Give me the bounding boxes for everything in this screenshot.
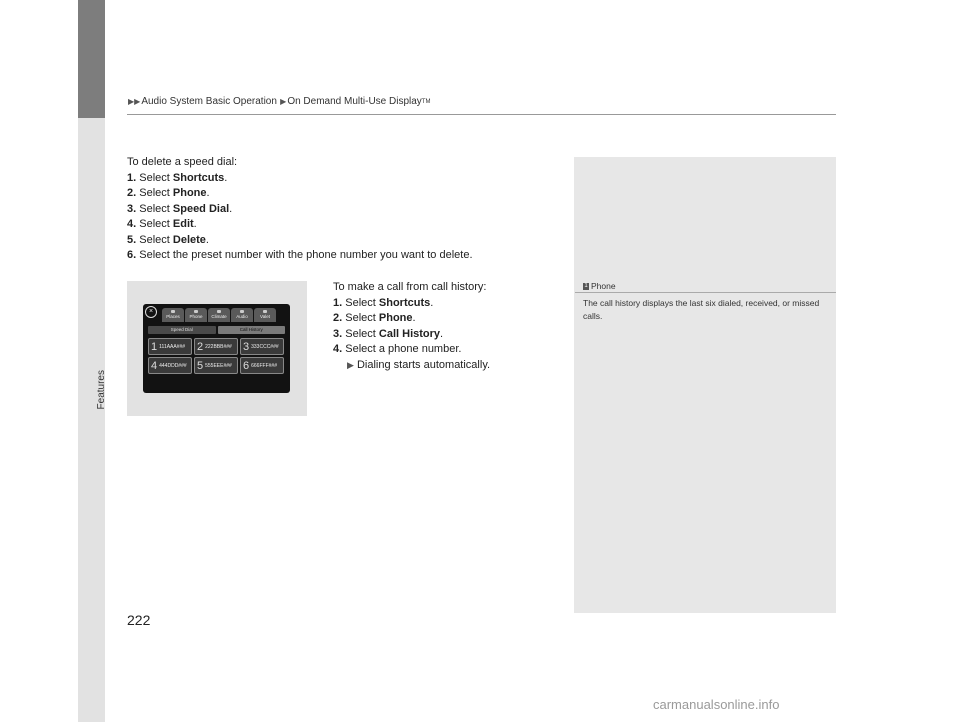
step-number: 6. bbox=[127, 249, 137, 261]
preset-label: 555EEE### bbox=[205, 362, 232, 369]
delete-speed-dial-section bbox=[127, 155, 473, 264]
step-keyword: Delete bbox=[172, 233, 206, 246]
side-tab-label: Features bbox=[96, 370, 107, 410]
preset-label: 111AAA### bbox=[159, 343, 186, 350]
call-history-section bbox=[333, 280, 490, 373]
step-suffix: . bbox=[193, 218, 197, 230]
screen-tab-audio[interactable]: Audio bbox=[231, 308, 253, 322]
step-item bbox=[127, 202, 473, 218]
step-keyword: Shortcuts bbox=[172, 171, 225, 184]
speed-dial-button[interactable] bbox=[148, 357, 192, 374]
step-keyword: Phone bbox=[378, 312, 413, 324]
preset-label: 666FFF### bbox=[251, 362, 277, 369]
step-item bbox=[333, 311, 490, 327]
preset-label: 333CCC### bbox=[251, 343, 279, 350]
screen-subtab-speed-dial[interactable]: Speed Dial bbox=[148, 326, 216, 334]
step-suffix: . bbox=[229, 202, 233, 215]
breadcrumb-item-2[interactable]: On Demand Multi-Use Display bbox=[287, 96, 422, 107]
breadcrumb bbox=[127, 96, 430, 107]
result-line bbox=[333, 358, 490, 374]
step-text: Select bbox=[139, 233, 173, 246]
step-text: Select bbox=[139, 187, 173, 199]
step-text: Select bbox=[345, 327, 379, 340]
step-keyword: Speed Dial bbox=[172, 202, 230, 215]
step-keyword: Call History bbox=[378, 327, 441, 340]
note-rule bbox=[575, 292, 836, 293]
step-keyword: Shortcuts bbox=[378, 296, 431, 309]
side-tab-dark bbox=[78, 0, 105, 118]
step-suffix: . bbox=[224, 171, 228, 184]
step-text: Select bbox=[139, 202, 173, 215]
step-number: 1. bbox=[127, 171, 137, 184]
preset-label: 444DDD### bbox=[159, 362, 187, 369]
preset-number: 4 bbox=[151, 359, 158, 372]
step-text: Select bbox=[139, 218, 173, 230]
arrow-icon: ▶ bbox=[347, 359, 354, 370]
step-item bbox=[127, 217, 473, 233]
close-icon[interactable]: × bbox=[145, 306, 157, 318]
step-suffix: . bbox=[205, 233, 209, 246]
header-rule bbox=[127, 114, 836, 115]
step-item bbox=[333, 296, 490, 312]
screen-tab-valet[interactable]: Valet bbox=[254, 308, 276, 322]
step-suffix: . bbox=[412, 312, 416, 324]
step-text: Select bbox=[139, 171, 173, 184]
note-title bbox=[583, 281, 616, 291]
step-item bbox=[333, 327, 490, 343]
side-tab-light bbox=[78, 118, 105, 722]
step-number: 1. bbox=[333, 296, 343, 309]
preset-label: 222BBB### bbox=[205, 343, 232, 350]
step-text: Select the preset number with the phone number you want to delete. bbox=[139, 249, 473, 261]
step-number: 4. bbox=[127, 218, 137, 230]
breadcrumb-item-1[interactable]: Audio System Basic Operation bbox=[141, 96, 277, 107]
step-number: 2. bbox=[127, 187, 137, 199]
arrow-icon: ▶▶ bbox=[128, 97, 141, 106]
step-suffix: . bbox=[440, 327, 444, 340]
section-intro: To make a call from call history: bbox=[333, 281, 487, 293]
result-text: Dialing starts automatically. bbox=[356, 358, 491, 371]
step-number: 5. bbox=[127, 233, 137, 246]
step-text: Select bbox=[345, 296, 379, 309]
step-item bbox=[127, 171, 473, 187]
step-number: 3. bbox=[127, 202, 137, 215]
step-item bbox=[127, 233, 473, 249]
step-number: 2. bbox=[333, 312, 343, 324]
screen-subtab-call-history[interactable]: Call History bbox=[218, 326, 286, 334]
preset-number: 5 bbox=[197, 359, 204, 372]
screen-tab-places[interactable]: Places bbox=[162, 308, 184, 322]
step-keyword: Phone bbox=[172, 187, 207, 199]
step-item bbox=[333, 342, 490, 358]
step-suffix: . bbox=[206, 187, 210, 199]
trademark: TM bbox=[421, 98, 431, 105]
step-suffix: . bbox=[430, 296, 434, 309]
step-keyword: Edit bbox=[172, 218, 194, 230]
note-icon: 1 bbox=[584, 282, 588, 289]
note-panel bbox=[574, 157, 836, 613]
speed-dial-button[interactable] bbox=[148, 338, 192, 355]
step-text: Select a phone number. bbox=[345, 343, 462, 355]
preset-number: 2 bbox=[197, 340, 204, 353]
screen-tab-phone[interactable]: Phone bbox=[185, 308, 207, 322]
note-text: The call history displays the last six dialed, received, or missed calls. bbox=[583, 298, 820, 321]
step-number: 4. bbox=[333, 343, 343, 355]
speed-dial-button[interactable] bbox=[240, 357, 284, 374]
arrow-icon: ▶ bbox=[277, 97, 287, 106]
speed-dial-button[interactable] bbox=[194, 338, 238, 355]
step-number: 3. bbox=[333, 327, 343, 340]
preset-number: 1 bbox=[151, 340, 158, 353]
page-number: 222 bbox=[127, 612, 151, 628]
step-item bbox=[127, 248, 473, 264]
section-intro: To delete a speed dial: bbox=[127, 156, 238, 168]
preset-number: 6 bbox=[243, 359, 250, 372]
note-title-text: Phone bbox=[591, 281, 616, 291]
step-text: Select bbox=[345, 312, 379, 324]
speed-dial-button[interactable] bbox=[240, 338, 284, 355]
preset-number: 3 bbox=[243, 340, 250, 353]
screen-tab-climate[interactable]: Climate bbox=[208, 308, 230, 322]
watermark: carmanualsonline.info bbox=[653, 697, 780, 712]
step-item bbox=[127, 186, 473, 202]
display-screen bbox=[143, 304, 290, 393]
speed-dial-button[interactable] bbox=[194, 357, 238, 374]
